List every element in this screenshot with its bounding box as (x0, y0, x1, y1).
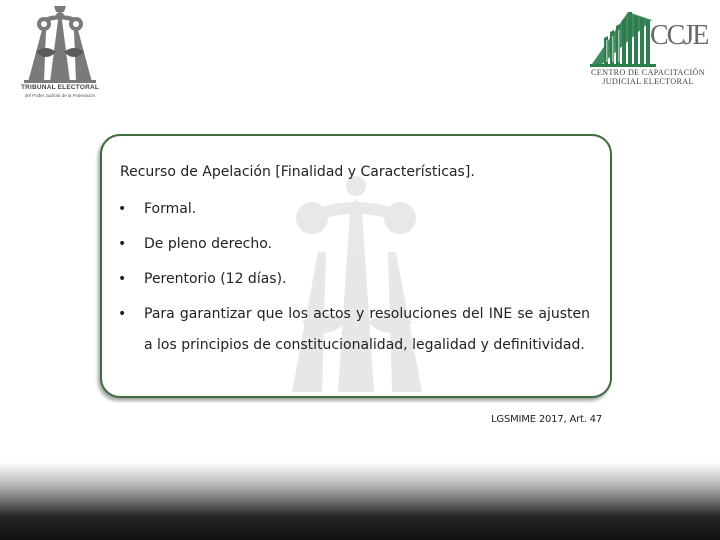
tribunal-electoral-logo (14, 4, 106, 100)
tribunal-electoral-name: TRIBUNAL ELECTORAL (20, 84, 100, 91)
box-title: Recurso de Apelación [Finalidad y Características]. (120, 164, 475, 180)
ccje-acronym: CCJE (650, 20, 708, 51)
legal-citation: LGSMIME 2017, Art. 47 (491, 414, 602, 425)
ccje-building-emblem-icon (588, 10, 658, 68)
list-item-text: Para garantizar que los actos y resoluciones del INE se ajusten a los principios de constitucionalidad, legalidad y definitividad. (144, 306, 590, 353)
bullet-dot: • (118, 271, 127, 287)
list-item (118, 264, 590, 295)
bottom-gradient-band (0, 462, 720, 540)
list-item-text: Formal. (144, 201, 197, 217)
list-item-text: De pleno derecho. (144, 236, 273, 252)
bullet-dot: • (118, 236, 127, 252)
list-item (118, 299, 590, 361)
tribunal-electoral-subtitle: del Poder Judicial de la Federación (24, 93, 96, 98)
tribunal-electoral-scales-emblem-icon (14, 4, 106, 84)
ccje-logo (588, 10, 708, 90)
ccje-name-line2: JUDICIAL ELECTORAL (602, 77, 694, 86)
list-item (118, 194, 590, 225)
content-box (100, 134, 612, 398)
characteristics-list (118, 194, 590, 365)
list-item-text: Perentorio (12 días). (144, 271, 287, 287)
list-item (118, 229, 590, 260)
ccje-name-line1: CENTRO DE CAPACITACIÓN (591, 68, 705, 77)
bullet-dot: • (118, 201, 127, 217)
bullet-dot: • (118, 306, 127, 322)
